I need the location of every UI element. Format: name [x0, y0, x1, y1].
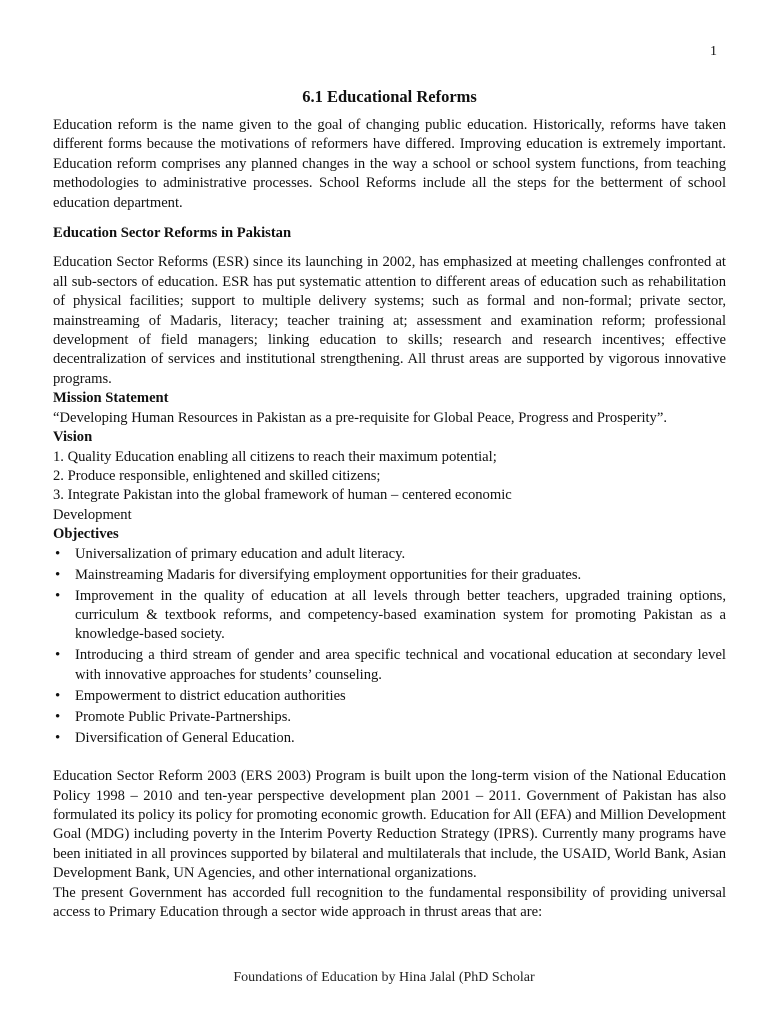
- esr-heading: Education Sector Reforms in Pakistan: [53, 225, 292, 242]
- government-paragraph: The present Government has accorded full recognition to the fundamental responsibility of providing universal access to Primary Education through a sector wide approach in thrust areas that are:: [53, 884, 726, 920]
- vision-item: 1. Quality Education enabling all citizens to reach their maximum potential;: [53, 448, 497, 465]
- objective-item: • Universalization of primary education and adult literacy.: [75, 545, 726, 564]
- mission-text: “Developing Human Resources in Pakistan as a pre-requisite for Global Peace, Progress and Prosperity”.: [53, 409, 667, 426]
- page-title: 6.1 Educational Reforms: [302, 87, 477, 106]
- objective-item: • Introducing a third stream of gender and area specific technical and vocational education at secondary level with innovative approaches for students’ counseling.: [75, 646, 726, 685]
- vision-list: [53, 448, 726, 526]
- ers-paragraph: Education Sector Reform 2003 (ERS 2003) Program is built upon the long-term vision of the National Education Policy 1998 – 2010 and ten-year perspective development plan 2001 – 2011. Government of Pakistan has also formulated its policy its policy for promoting economic growth. Education for All (EFA) and Million Development Goal (MDG) including poverty in the Interim Poverty Reduction Strategy (IPRS). Currently many programs have been initiated in all provinces supported by bilateral and multilaterals that include, the USAID, World Bank, Asian Development Bank, UN Agencies, and other international organizations.: [53, 768, 726, 882]
- footer-text: Foundations of Education by Hina Jalal (PhD Scholar: [233, 970, 535, 985]
- mission-heading: Mission Statement: [53, 390, 169, 407]
- objectives-heading: Objectives: [53, 526, 119, 543]
- objective-item: • Mainstreaming Madaris for diversifying employment opportunities for their graduates.: [75, 566, 726, 585]
- vision-item: 2. Produce responsible, enlightened and skilled citizens;: [53, 467, 381, 484]
- objective-item: • Empowerment to district education authorities: [75, 687, 726, 706]
- vision-heading: Vision: [53, 429, 93, 446]
- document-body: [53, 86, 726, 922]
- page-footer: [0, 966, 768, 985]
- objective-item: • Promote Public Private-Partnerships.: [75, 708, 726, 727]
- page-number: 1: [710, 44, 717, 59]
- objective-item: • Improvement in the quality of education at all levels through better teachers, upgraded training options, curriculum & textbook reforms, and competency-based examination system for promoting Pakistan as a knowledge-based society.: [75, 587, 726, 645]
- vision-item: 3. Integrate Pakistan into the global framework of human – centered economic: [53, 487, 512, 504]
- vision-item: Development: [53, 506, 132, 523]
- esr-paragraph: Education Sector Reforms (ESR) since its launching in 2002, has emphasized at meeting challenges confronted at all sub-sectors of education. ESR has put systematic attention to different areas of education such as rehabilitation of physical facilities; support to multiple delivery systems; such as formal and non-formal; private sector, mainstreaming of Madaris, literacy; teacher training at; assessment and examination reform; professional development of field managers; linking education to skills; research and research incentives; effective decentralization of services and institutional strengthening. All thrust areas are supported by vigorous innovative programs.: [53, 254, 726, 387]
- intro-paragraph: Education reform is the name given to the goal of changing public education. Historically, reforms have taken different forms because the motivations of reformers have differed. Improving education is extremely important. Education reform comprises any planned changes in the way a school or school system functions, from teaching methodologies to administrative processes. School Reforms include all the steps for the betterment of school education department.: [53, 117, 726, 211]
- objective-item: • Diversification of General Education.: [75, 729, 726, 748]
- objectives-list: [53, 545, 726, 749]
